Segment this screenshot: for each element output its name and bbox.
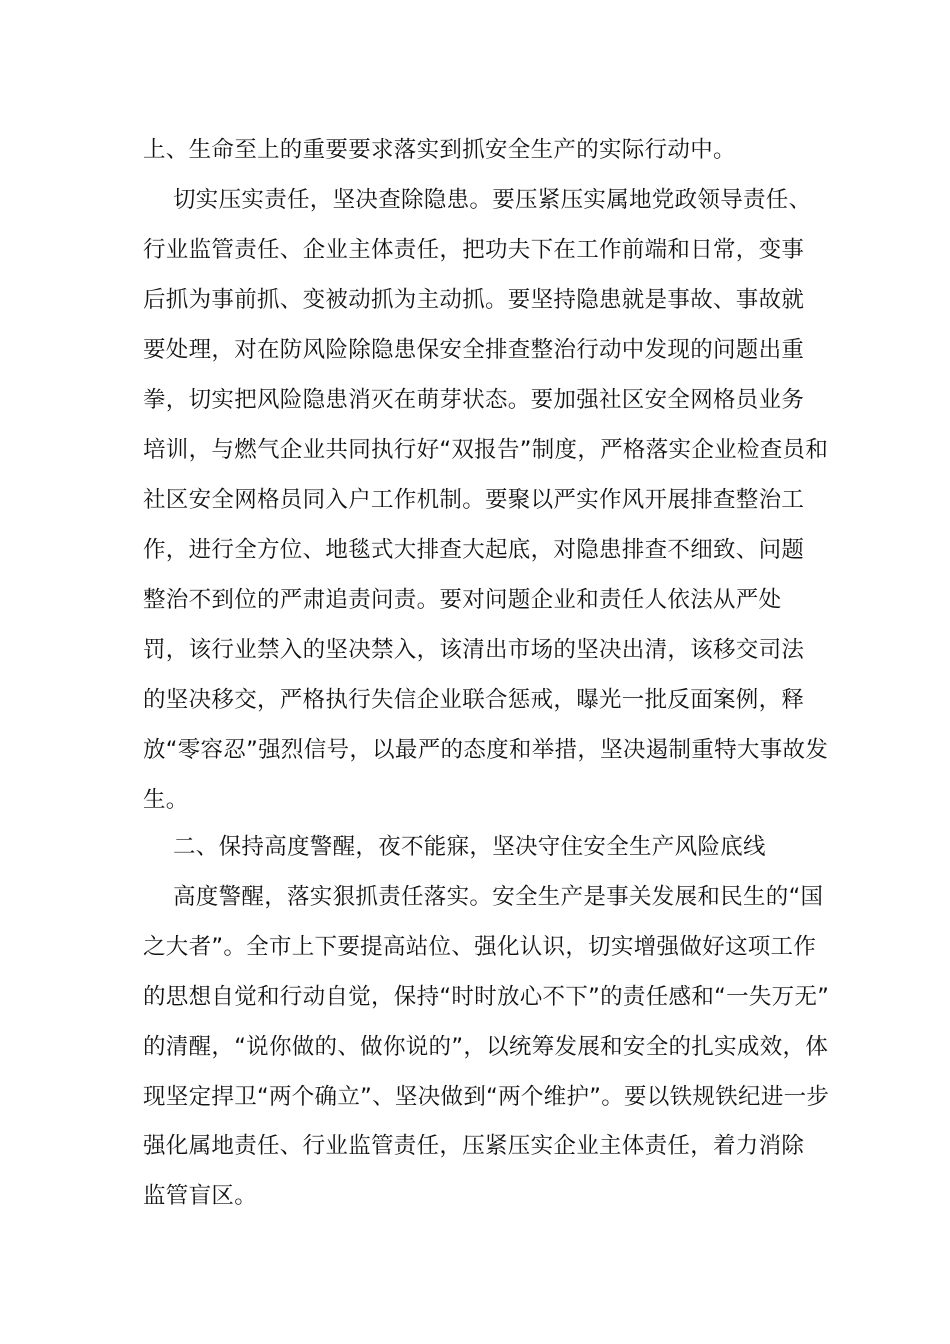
body-text-line: 行业监管责任、企业主体责任，把功夫下在工作前端和日常，变事 bbox=[143, 237, 805, 263]
body-text-line: 作，进行全方位、地毯式大排查大起底，对隐患排查不细致、问题 bbox=[143, 537, 805, 563]
body-text-line: 要处理，对在防风险除隐患保安全排查整治行动中发现的问题出重 bbox=[143, 337, 805, 363]
body-text-line: 后抓为事前抓、变被动抓为主动抓。要坚持隐患就是事故、事故就 bbox=[143, 287, 805, 313]
paragraph-start-line: 切实压实责任，坚决查除隐患。要压紧压实属地党政领导责任、 bbox=[173, 187, 812, 213]
body-text-line: 现坚定捍卫“两个确立”、坚决做到“两个维护”。要以铁规铁纪进一步 bbox=[143, 1084, 830, 1110]
body-text-line: 监管盲区。 bbox=[143, 1183, 258, 1209]
body-text-line: 强化属地责任、行业监管责任，压紧压实企业主体责任，着力消除 bbox=[143, 1133, 805, 1159]
body-text-line: 生。 bbox=[143, 787, 189, 813]
body-text-line: 的清醒，“说你做的、做你说的”，以统筹发展和安全的扎实成效，体 bbox=[143, 1034, 829, 1060]
paragraph-start-line: 高度警醒，落实狠抓责任落实。安全生产是事关发展和民生的“国 bbox=[173, 884, 824, 910]
body-text-line: 罚，该行业禁入的坚决禁入，该清出市场的坚决出清，该移交司法 bbox=[143, 637, 805, 663]
body-text-line: 的思想自觉和行动自觉，保持“时时放心不下”的责任感和“一失万无” bbox=[143, 984, 830, 1010]
body-text-line: 拳，切实把风险隐患消灭在萌芽状态。要加强社区安全网格员业务 bbox=[143, 387, 805, 413]
body-text-line: 社区安全网格员同入户工作机制。要聚以严实作风开展排查整治工 bbox=[143, 487, 805, 513]
body-text-line: 上、生命至上的重要要求落实到抓安全生产的实际行动中。 bbox=[143, 137, 736, 163]
body-text-line: 之大者”。全市上下要提高站位、强化认识，切实增强做好这项工作 bbox=[143, 934, 817, 960]
section-heading: 二、保持高度警醒，夜不能寐，坚决守住安全生产风险底线 bbox=[173, 834, 766, 860]
body-text-line: 的坚决移交，严格执行失信企业联合惩戒，曝光一批反面案例，释 bbox=[143, 687, 805, 713]
body-text-line: 放“零容忍”强烈信号，以最严的态度和举措，坚决遏制重特大事故发 bbox=[143, 737, 829, 763]
body-text-line: 培训，与燃气企业共同执行好“双报告”制度，严格落实企业检查员和 bbox=[143, 437, 829, 463]
body-text-line: 整治不到位的严肃追责问责。要对问题企业和责任人依法从严处 bbox=[143, 587, 782, 613]
